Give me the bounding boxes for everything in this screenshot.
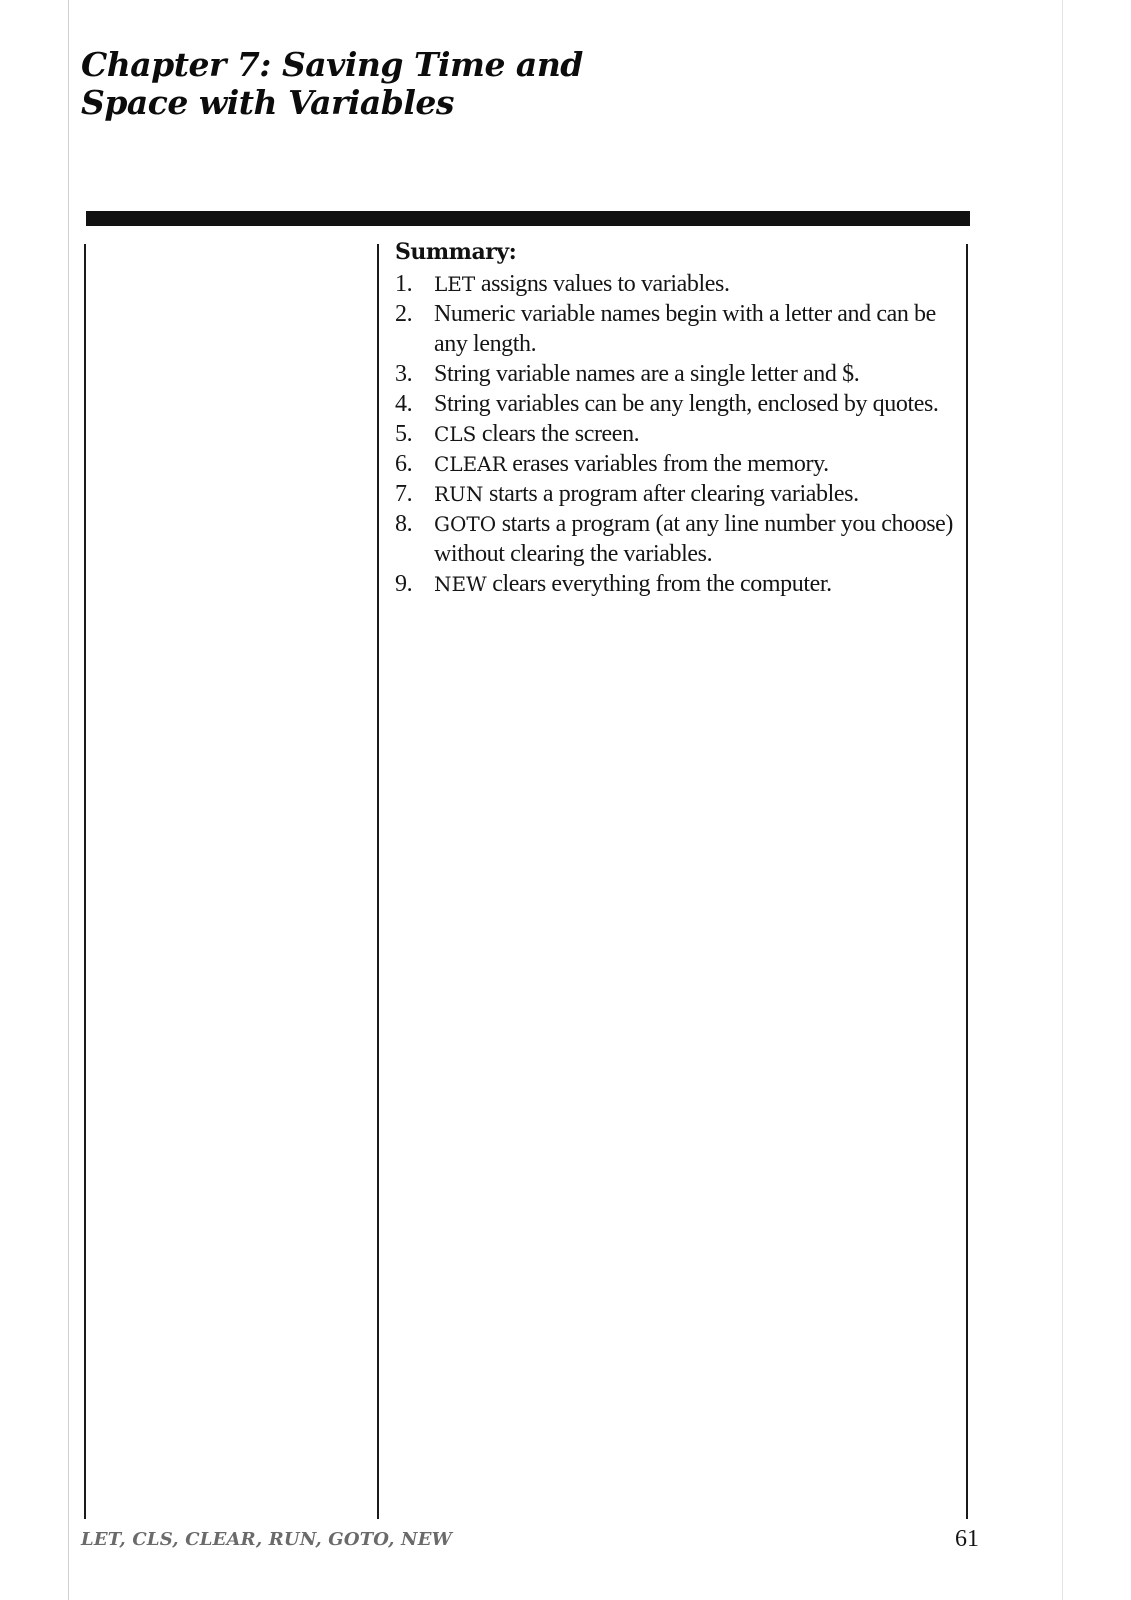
item-text: [434, 389, 965, 419]
left-column-rule: [84, 244, 86, 1519]
item-keyword: GOTO: [434, 512, 497, 536]
item-description: clears everything from the computer.: [486, 571, 832, 597]
summary-list: [395, 269, 965, 599]
item-text: [434, 269, 965, 299]
item-text: [434, 509, 965, 569]
right-column-rule: [966, 244, 968, 1519]
running-footer: LET, CLS, CLEAR, RUN, GOTO, NEW: [81, 1529, 453, 1550]
list-item: [395, 359, 965, 389]
item-text: [434, 299, 965, 359]
item-keyword: CLEAR: [434, 452, 507, 476]
item-description: Numeric variable names begin with a letter and can be any length.: [434, 301, 936, 357]
chapter-title-line-1: Chapter 7: Saving Time and: [81, 45, 583, 84]
list-item: [395, 479, 965, 509]
list-item: [395, 419, 965, 449]
page-edge-right: [1062, 0, 1063, 1600]
item-text: [434, 419, 965, 449]
item-keyword: RUN: [434, 482, 484, 506]
item-number: 2.: [395, 301, 413, 327]
item-description: clears the screen.: [476, 421, 640, 447]
item-description: erases variables from the memory.: [506, 451, 829, 477]
summary-heading: Summary:: [395, 239, 517, 265]
item-number: 6.: [395, 451, 413, 477]
chapter-title-line-2: Space with Variables: [81, 83, 454, 122]
list-item: [395, 509, 965, 569]
item-text: [434, 479, 965, 509]
list-item: [395, 569, 965, 599]
item-text: [434, 569, 965, 599]
page-number: 61: [955, 1526, 979, 1552]
list-item: [395, 449, 965, 479]
top-rule: [86, 211, 970, 226]
item-number: 8.: [395, 511, 413, 537]
item-number: 9.: [395, 571, 413, 597]
list-item: [395, 269, 965, 299]
item-description: assigns values to variables.: [475, 271, 730, 297]
item-keyword: LET: [434, 272, 476, 296]
item-text: [434, 449, 965, 479]
item-description: starts a program after clearing variables.: [483, 481, 859, 507]
item-number: 7.: [395, 481, 413, 507]
page-edge-left: [68, 0, 69, 1600]
item-number: 4.: [395, 391, 413, 417]
list-item: [395, 299, 965, 359]
item-keyword: NEW: [434, 572, 487, 596]
item-text: [434, 359, 965, 389]
item-description: starts a program (at any line number you choose) without clearing the variables.: [434, 511, 954, 567]
item-number: 1.: [395, 271, 413, 297]
item-description: String variables can be any length, enclosed by quotes.: [434, 391, 939, 417]
item-number: 5.: [395, 421, 413, 447]
item-number: 3.: [395, 361, 413, 387]
summary-section: [395, 237, 965, 599]
chapter-title: [81, 46, 583, 122]
list-item: [395, 389, 965, 419]
middle-column-rule: [377, 244, 379, 1519]
item-keyword: CLS: [434, 422, 477, 446]
item-description: String variable names are a single letter and $.: [434, 361, 860, 387]
